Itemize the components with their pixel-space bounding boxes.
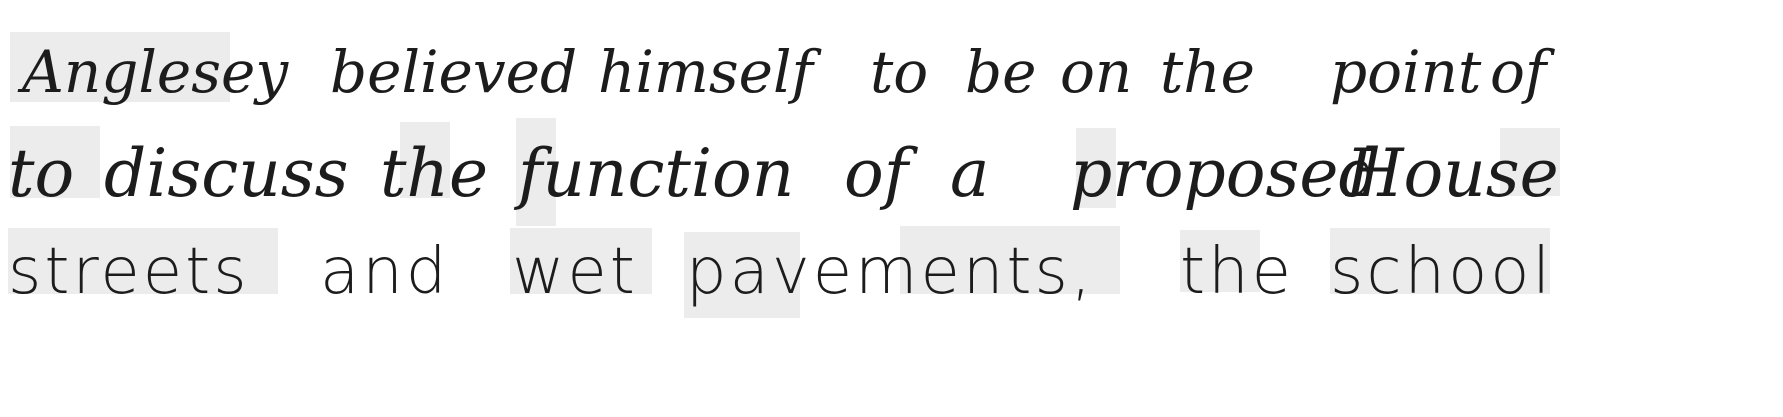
word: be xyxy=(965,38,1037,106)
word: the xyxy=(1180,235,1295,309)
word: of xyxy=(844,135,909,212)
word: the xyxy=(380,135,489,212)
word: discuss xyxy=(104,135,349,212)
word: to xyxy=(870,38,929,106)
word: of xyxy=(1490,38,1547,106)
word: point xyxy=(1330,38,1482,106)
text-line-3 xyxy=(0,222,1783,342)
word: House xyxy=(1346,135,1559,212)
word: pavements, xyxy=(686,235,1095,309)
word: believed xyxy=(330,38,578,106)
word: the xyxy=(1160,38,1255,106)
word: school xyxy=(1330,235,1554,309)
word: to xyxy=(8,135,75,212)
word: Anglesey xyxy=(22,38,289,106)
word: streets xyxy=(8,235,250,309)
word: on xyxy=(1060,38,1133,106)
word: proposed xyxy=(1070,135,1381,212)
word: himself xyxy=(598,38,814,106)
word: and xyxy=(320,235,450,309)
word: function xyxy=(518,135,795,212)
word: wet xyxy=(512,235,638,309)
word: a xyxy=(950,135,990,212)
